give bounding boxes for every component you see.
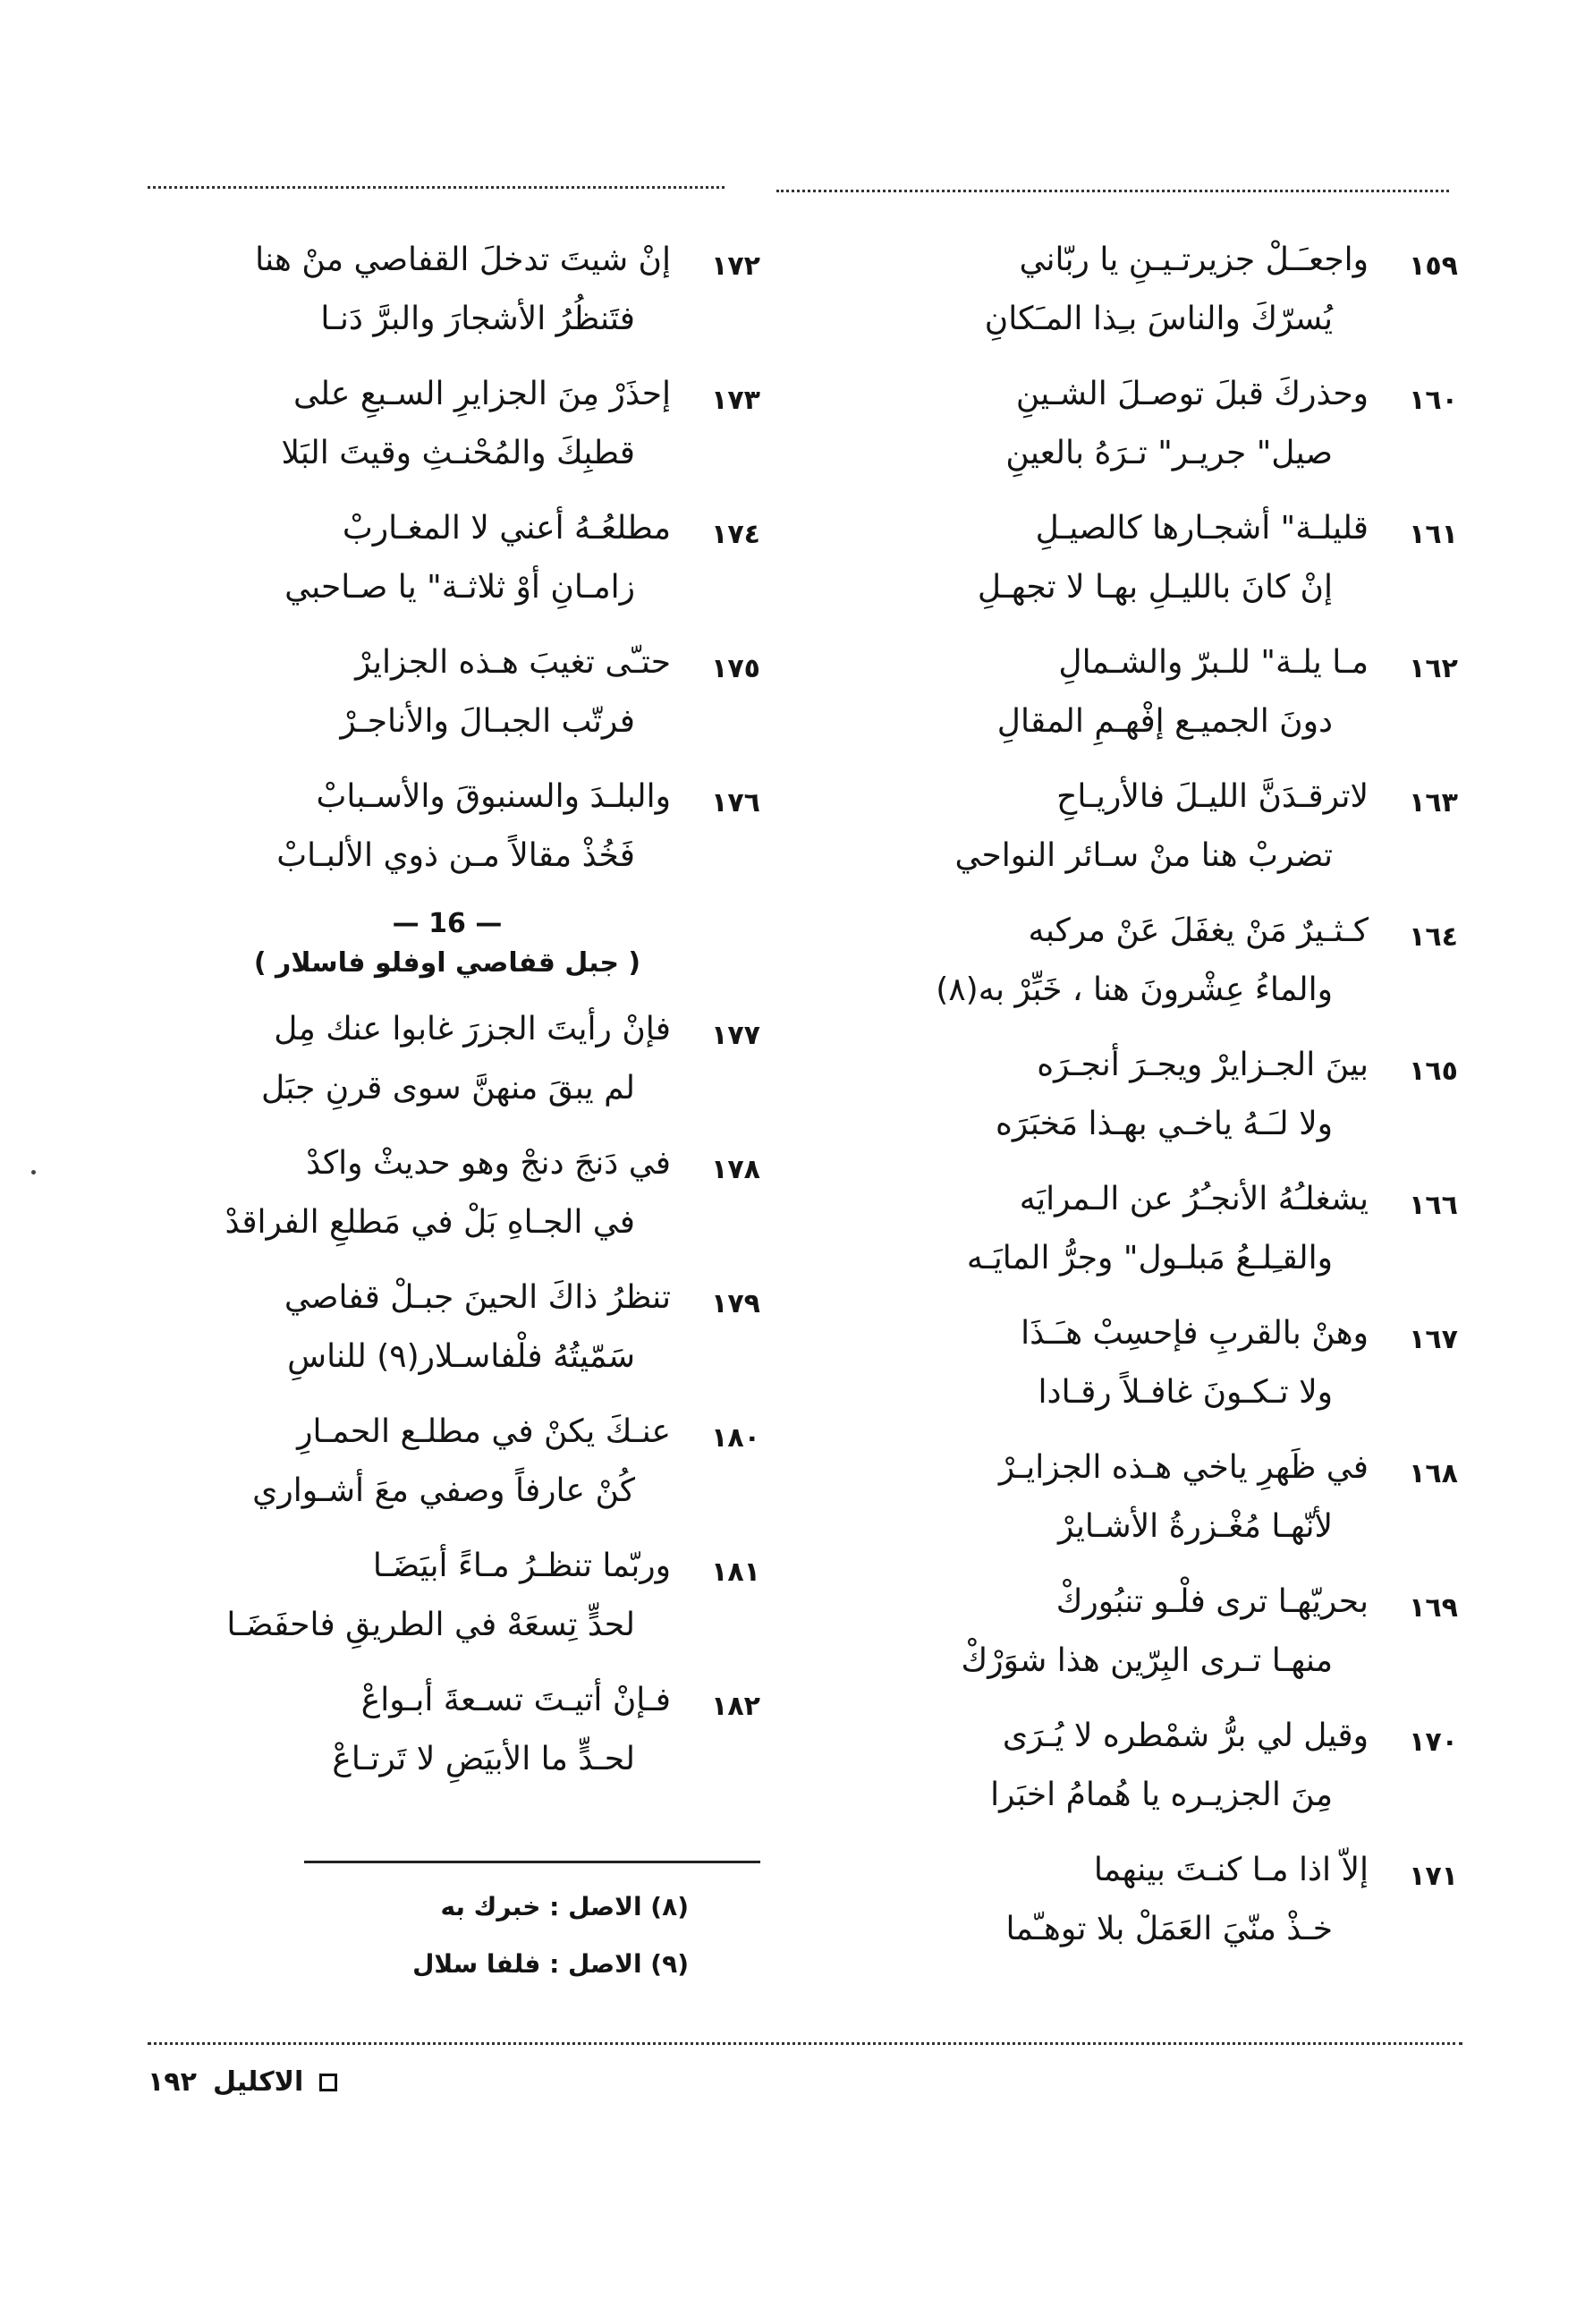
verse-line-2: يُسرّكَ والناسَ بـِذا المـَكانِ	[984, 301, 1333, 337]
verse-number: ١٧١	[1409, 1861, 1458, 1892]
verse-number: ١٧٩	[711, 1288, 760, 1319]
verse-line-2: زامـانِ أوْ ثلاثـة" يا صـاحبي	[284, 569, 635, 606]
verse-line-1: وقيل لي برُّ شمْطره لا يُـرَى	[1002, 1718, 1369, 1754]
verse-169	[832, 1576, 1458, 1710]
verse-number: ١٦٩	[1409, 1592, 1458, 1624]
verse-number: ١٧٧	[711, 1020, 760, 1051]
footnote-9: (٩) الاصل : فلفا سلال	[412, 1949, 689, 1979]
verse-line-1: واجعـَـلْ جزيرتـيـنِ يا ربّاني	[1019, 242, 1369, 278]
verse-number: ١٧٦	[711, 787, 760, 818]
verse-line-2: فَخُذْ مقالاً مـن ذوي الألبـابْ	[276, 837, 635, 874]
verse-line-1: فـإنْ أتيـتَ تسـعةَ أبـواعْ	[360, 1682, 671, 1718]
verse-163	[832, 771, 1458, 905]
verse-line-2: خـذْ منّيَ العَمَلْ بلا توهـّما	[1005, 1911, 1333, 1947]
verse-162	[832, 637, 1458, 771]
verse-174	[134, 503, 760, 637]
verse-number: ١٦٨	[1409, 1458, 1458, 1489]
right-column	[832, 234, 1458, 1979]
verse-number: ١٦٠	[1409, 385, 1458, 416]
verse-line-1: إنْ شيتَ تدخلَ القفاصي منْ هنا	[255, 242, 671, 278]
verse-number: ١٦٦	[1409, 1190, 1458, 1221]
verse-line-2: في الجـاهِ بَلْ في مَطلعِ الفراقدْ	[225, 1204, 635, 1241]
verse-175	[134, 637, 760, 771]
verse-line-1: يشغلـُهُ الأنجـُرُ عن الـمرايَه	[1019, 1181, 1369, 1217]
verse-line-2: قطبِكَ والمُحْنـثِ وقيتَ البَلا	[281, 435, 635, 471]
verse-line-2: صيل" جريـر" تـرَهُ بالعينِ	[1005, 435, 1333, 471]
verse-line-1: عنـكَ يكنْ في مطلـع الحمـارِ	[297, 1413, 671, 1450]
verse-line-1: في دَنجَ دنجْ وهو حديثْ واكدْ	[306, 1145, 671, 1182]
verse-number: ١٧٠	[1409, 1726, 1458, 1758]
margin-speck	[31, 1170, 36, 1175]
verse-177	[134, 1004, 760, 1138]
verse-line-2: سَمّيتُهُ فلْفاسـلار(٩) للناسِ	[287, 1338, 635, 1375]
verse-line-1: حتـّى تغيبَ هـذه الجزايرْ	[355, 644, 671, 681]
footnote-8: (٨) الاصل : خبرك به	[440, 1892, 689, 1921]
verse-number: ١٦٣	[1409, 787, 1458, 818]
verse-180	[134, 1406, 760, 1540]
footnote-divider	[304, 1861, 760, 1863]
verse-line-1: إحذَرْ مِنَ الجزايرِ السـبعِ على	[292, 376, 671, 412]
verse-165	[832, 1039, 1458, 1174]
verse-167	[832, 1308, 1458, 1442]
verse-line-2: والقـِلـعُ مَبلـول" وجرُّ المايَـه	[966, 1240, 1333, 1277]
verse-line-2: لم يبقَ منهنَّ سوى قرنِ جبَل	[260, 1070, 635, 1107]
verse-line-1: مـا يلـة" للـبرّ والشـمالِ	[1058, 644, 1369, 681]
verse-line-2: مِنَ الجزيـره يا هُمامُ اخبَرا	[990, 1777, 1333, 1813]
verse-line-2: والماءُ عِشْرونَ هنا ، خَبِّرْ به(٨)	[936, 971, 1333, 1008]
verse-number: ١٦١	[1409, 519, 1458, 550]
verse-line-1: إلاّ اذا مـا كنـتَ بينهما	[1093, 1852, 1369, 1888]
top-divider-right	[776, 190, 1449, 192]
verse-170	[832, 1710, 1458, 1845]
verse-159	[832, 234, 1458, 369]
verse-line-2: تضربْ هنا منْ سـائر النواحي	[954, 837, 1333, 874]
verse-line-2: فتَنظُرُ الأشجارَ والبرَّ دَنـا	[320, 301, 635, 337]
verse-number: ١٨٠	[711, 1422, 760, 1454]
verse-166	[832, 1174, 1458, 1308]
verse-164	[832, 905, 1458, 1039]
verse-line-1: فإنْ رأيتَ الجزرَ غابوا عنك مِل	[274, 1011, 671, 1047]
verse-172	[134, 234, 760, 369]
verse-number: ١٧٤	[711, 519, 760, 550]
verse-line-1: وحذركَ قبلَ توصـلَ الشـينِ	[1015, 376, 1369, 412]
verse-number: ١٥٩	[1409, 250, 1458, 282]
verse-number: ١٦٥	[1409, 1056, 1458, 1087]
verse-line-2: لحـدٍّ ما الأبيَضِ لا تَرتـاعْ	[332, 1741, 635, 1777]
verse-161	[832, 503, 1458, 637]
verse-178	[134, 1138, 760, 1272]
verse-line-1: والبلـدَ والسنبوقَ والأسـبابْ	[316, 778, 671, 815]
verse-line-1: بينَ الجـزايرْ ويجـرَ أنجـرَه	[1037, 1047, 1369, 1083]
square-bullet-icon	[319, 2074, 337, 2091]
verse-line-2: ولا لـَـهُ ياخـي بهـذا مَخبَرَه	[995, 1106, 1333, 1142]
page-number: ١٩٢	[148, 2066, 197, 2098]
page-footer	[148, 2066, 337, 2098]
verse-line-2: فرتّب الجبـالَ والأناجـرْ	[340, 703, 635, 740]
verse-182	[134, 1675, 760, 1809]
verse-number: ١٧٣	[711, 385, 760, 416]
verse-line-2: منهـا تـرى البِرّين هذا شوَرْكْ	[961, 1642, 1333, 1679]
verse-number: ١٧٢	[711, 250, 760, 282]
verse-line-1: كـثـيرٌ مَنْ يغفَلَ عَنْ مركبه	[1028, 912, 1369, 949]
verse-line-1: لاترقـدَنَّ الليـلَ فالأريـاحِ	[1056, 778, 1369, 815]
verse-number: ١٦٧	[1409, 1324, 1458, 1355]
verse-168	[832, 1442, 1458, 1576]
verse-number: ١٦٢	[1409, 653, 1458, 684]
verse-line-2: لحدٍّ تِسعَهْ في الطريقِ فاحفَضَـا	[226, 1607, 635, 1643]
verse-line-1: قليلـة" أشجـارها كالصيـلِ	[1035, 510, 1369, 547]
verse-173	[134, 369, 760, 503]
verse-176	[134, 771, 760, 905]
verse-160	[832, 369, 1458, 503]
verse-line-1: وهنْ بالقربِ فإحسِبْ هـَـذَا	[1021, 1315, 1369, 1352]
top-divider-left	[148, 186, 725, 189]
verse-171	[832, 1845, 1458, 1979]
verse-line-1: مطلعُـهُ أعني لا المغـاربْ	[342, 510, 671, 547]
verse-line-2: كُنْ عارفاً وصفي معَ أشـواري	[252, 1472, 635, 1509]
verse-179	[134, 1272, 760, 1406]
verse-number: ١٧٨	[711, 1154, 760, 1185]
verse-line-1: وربّما تنظـرُ مـاءً أبيَضَـا	[372, 1548, 671, 1584]
verse-number: ١٨١	[711, 1556, 760, 1588]
left-column	[134, 234, 760, 1809]
section-number: — 16 —	[392, 908, 503, 939]
bottom-divider	[148, 2042, 1462, 2045]
verse-line-2: ولا تـكـونَ غافـلاً رقـادا	[1038, 1374, 1333, 1411]
verse-line-1: تنظرُ ذاكَ الحينَ جبـلْ قفاصي	[284, 1279, 671, 1316]
verse-line-2: لأنّهـا مُغْـزرةُ الأشـايرْ	[1058, 1508, 1333, 1545]
section-title: ( جبل قفاصي اوفلو فاسلار )	[253, 947, 641, 979]
verse-line-2: دونَ الجميـع إفْهـمِ المقالِ	[996, 703, 1333, 740]
journal-name: الاكليل	[212, 2066, 304, 2098]
verse-181	[134, 1540, 760, 1675]
verse-line-1: بحريّهـا ترى فلْـو تنبُوركْ	[1055, 1583, 1369, 1620]
footnotes	[304, 1879, 689, 1993]
verse-line-1: في ظَهرِ ياخي هـذه الجزايـرْ	[998, 1449, 1369, 1486]
section-heading	[134, 905, 760, 1004]
verse-number: ١٨٢	[711, 1691, 760, 1722]
verse-line-2: إنْ كانَ بالليـلِ بهـا لا تجهـلِ	[977, 569, 1333, 606]
verse-number: ١٧٥	[711, 653, 760, 684]
verse-number: ١٦٤	[1409, 921, 1458, 953]
